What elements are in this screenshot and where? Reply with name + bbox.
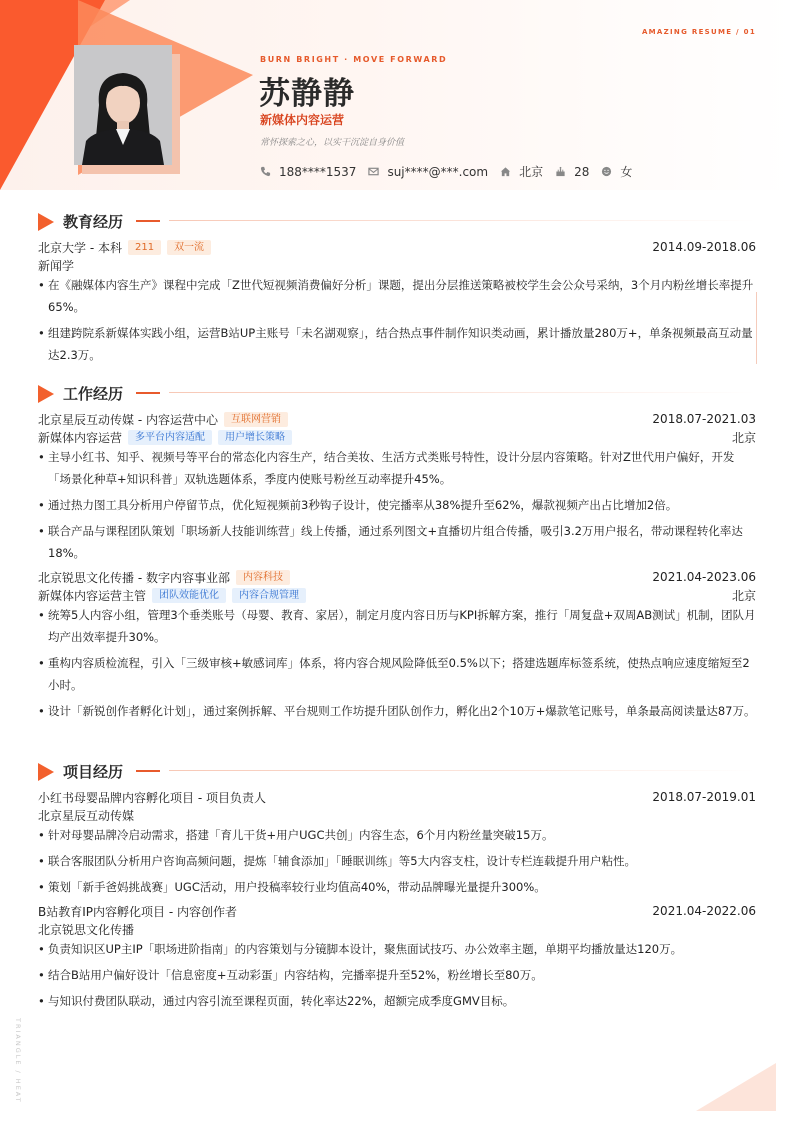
contact-info [260, 163, 644, 180]
list-item: • 联合客服团队分析用户咨询高频问题，提炼「辅食添加」「睡眠训练」等5大内容支柱，设计专栏连载提升用户粘性。 [38, 850, 756, 872]
skill-tag: 团队效能优化 [152, 588, 226, 603]
divider [169, 220, 756, 221]
company-name: 北京锐思文化传播 - 数字内容事业部 [38, 570, 230, 585]
list-item: • 组建跨院系新媒体实践小组，运营B站UP主账号「未名湖观察」，结合热点事件制作知识类动画，累计播放量280万+，单条视频最高互动量达2.3万。 [38, 322, 756, 366]
job-city: 北京 [731, 588, 756, 603]
avatar [74, 45, 172, 165]
gender-value: 女 [620, 165, 633, 179]
project-entry [38, 788, 756, 806]
job-intention: 新媒体内容运营 [260, 113, 345, 127]
list-item: • 重构内容质检流程，引入「三级审核+敏感词库」体系，将内容合规风险降低至0.5%以下；搭建选题库标签系统，使热点响应速度缩短至2小时。 [38, 652, 756, 696]
list-item: • 通过热力图工具分析用户停留节点，优化短视频前3秒钩子设计，使完播率从38%提升至62%，爆款视频产出占比增加2倍。 [38, 494, 756, 516]
contact-age [555, 165, 589, 179]
project-section [38, 760, 756, 1016]
triangle-icon [38, 385, 54, 403]
cake-icon [555, 166, 566, 177]
divider [136, 770, 160, 772]
job-city: 北京 [731, 430, 756, 445]
skill-tag: 用户增长策略 [218, 430, 292, 445]
list-item: • 在《融媒体内容生产》课程中完成「Z世代短视频消费偏好分析」课题，提出分层推送策略被校学生会公众号采纳，3个月内粉丝增长率提升65%。 [38, 274, 756, 318]
project-entry [38, 902, 756, 920]
smile-icon [601, 166, 612, 177]
industry-tag: 内容科技 [236, 570, 290, 585]
project-org-row [38, 920, 756, 938]
list-item: • 主导小红书、知乎、视频号等平台的常态化内容生产，结合美妆、生活方式类账号特性，设计分层内容策略。针对Z世代用户偏好，开发「场景化种草+知识科普」双轨选题体系，季度内使账号粉丝互动率提升45%。 [38, 446, 756, 490]
portrait-image [74, 45, 172, 165]
job-position: 新媒体内容运营 [38, 430, 123, 445]
section-title: 工作经历 [63, 385, 124, 403]
triangle-icon [38, 213, 54, 231]
contact-phone [260, 165, 356, 179]
phone-value: 188****1537 [279, 164, 357, 179]
school-name: 北京大学 - 本科 [38, 240, 122, 255]
school-tag: 双一流 [167, 240, 211, 255]
project-org-row [38, 806, 756, 824]
list-item: • 统筹5人内容小组，管理3个垂类账号（母婴、教育、家居），制定月度内容日历与KPI拆解方案，推行「周复盘+双周AB测试」机制，团队月均产出效率提升30%。 [38, 604, 756, 648]
date-range: 2018.07-2021.03 [652, 412, 756, 426]
phone-icon [260, 166, 271, 177]
job-entry [38, 410, 756, 428]
section-header [38, 382, 756, 404]
side-watermark: TRIANGLE / HEAT [14, 1018, 22, 1104]
email-value: suj****@***.com [387, 164, 489, 179]
list-item: • 设计「新锐创作者孵化计划」，通过案例拆解、平台规则工作坊提升团队创作力，孵化出2个10万+爆款笔记账号，单条最高阅读量达87万。 [38, 700, 756, 722]
contact-city [500, 163, 543, 180]
project-bullets [38, 824, 756, 898]
job-position: 新媒体内容运营主管 [38, 588, 147, 603]
education-section [38, 210, 756, 370]
major-name: 新闻学 [38, 258, 75, 273]
list-item: • 策划「新手爸妈挑战赛」UGC活动，用户投稿率较行业均值高40%，带动品牌曝光量提升300%。 [38, 876, 756, 898]
triangle-icon [38, 763, 54, 781]
divider [136, 220, 160, 222]
skill-tag: 内容合规管理 [232, 588, 306, 603]
section-title: 项目经历 [63, 763, 124, 781]
school-tag: 211 [128, 240, 161, 255]
motto: 常怀探索之心，以实干沉淀自身价值 [260, 138, 405, 148]
list-item: • 结合B站用户偏好设计「信息密度+互动彩蛋」内容结构，完播率提升至52%，粉丝增长至80万。 [38, 964, 756, 986]
date-range: 2018.07-2019.01 [652, 790, 756, 804]
job-entry [38, 568, 756, 586]
job-position-row [38, 428, 756, 446]
project-org: 北京星辰互动传媒 [38, 808, 135, 823]
job-bullets [38, 604, 756, 722]
work-section [38, 382, 756, 726]
list-item: • 联合产品与课程团队策划「职场新人技能训练营」线上传播，通过系列图文+直播切片组合传播，吸引3.2万用户报名，带动课程转化率达18%。 [38, 520, 756, 564]
divider [169, 392, 756, 393]
list-item: • 与知识付费团队联动，通过内容引流至课程页面，转化率达22%，超额完成季度GMV目标。 [38, 990, 756, 1012]
education-bullets [38, 274, 756, 366]
list-item: • 针对母婴品牌冷启动需求，搭建「育儿干货+用户UGC共创」内容生态，6个月内粉丝量突破15万。 [38, 824, 756, 846]
contact-gender [601, 163, 632, 180]
home-icon [500, 166, 511, 177]
project-org: 北京锐思文化传播 [38, 922, 135, 937]
list-item: • 负责知识区UP主IP「职场进阶指南」的内容策划与分镜脚本设计，聚焦面试技巧、办公效率主题，单期平均播放量达120万。 [38, 938, 756, 960]
company-name: 北京星辰互动传媒 - 内容运营中心 [38, 412, 218, 427]
date-range: 2021.04-2022.06 [652, 904, 756, 918]
mail-icon [368, 166, 379, 177]
city-value: 北京 [519, 165, 544, 179]
decor-line [756, 292, 757, 364]
tagline: BURN BRIGHT · MOVE FORWARD [260, 55, 448, 64]
job-bullets [38, 446, 756, 564]
candidate-name: 苏静静 [259, 76, 355, 112]
page-label: AMAZING RESUME / 01 [641, 28, 756, 36]
education-entry [38, 238, 756, 256]
section-title: 教育经历 [63, 213, 124, 231]
divider [169, 770, 756, 771]
project-bullets [38, 938, 756, 1012]
skill-tag: 多平台内容适配 [128, 430, 212, 445]
project-name: 小红书母婴品牌内容孵化项目 - 项目负责人 [38, 790, 266, 805]
decor-triangle [696, 1063, 776, 1111]
section-header [38, 760, 756, 782]
project-name: B站教育IP内容孵化项目 - 内容创作者 [38, 904, 237, 919]
industry-tag: 互联网营销 [224, 412, 288, 427]
divider [136, 392, 160, 394]
date-range: 2014.09-2018.06 [652, 240, 756, 254]
major [38, 256, 756, 274]
age-value: 28 [574, 164, 590, 179]
contact-email [368, 165, 488, 179]
section-header [38, 210, 756, 232]
job-position-row [38, 586, 756, 604]
date-range: 2021.04-2023.06 [652, 570, 756, 584]
